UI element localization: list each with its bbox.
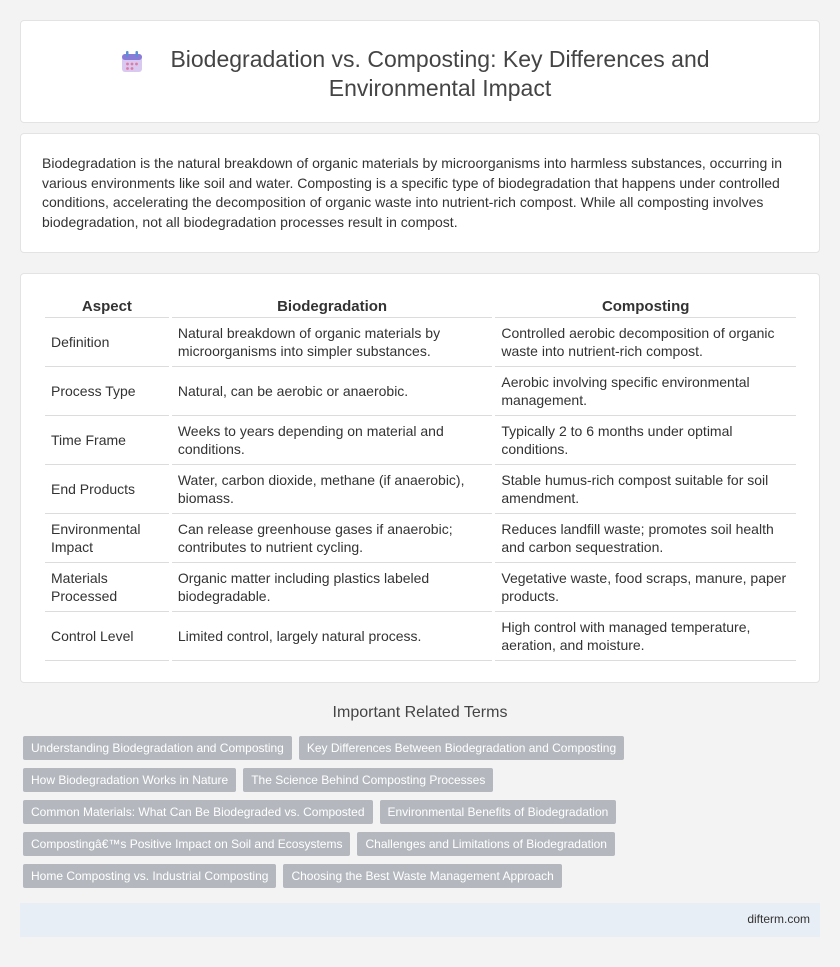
- cell-composting: High control with managed temperature, aeration, and moisture.: [495, 612, 796, 661]
- related-term-tag[interactable]: Understanding Biodegradation and Composting: [23, 736, 292, 760]
- header-aspect: Aspect: [45, 296, 169, 318]
- header-biodegradation: Biodegradation: [172, 296, 493, 318]
- table-row: [45, 612, 796, 661]
- footer-site-link[interactable]: difterm.com: [747, 912, 810, 926]
- cell-aspect: Control Level: [45, 612, 169, 661]
- page-title: Biodegradation vs. Composting: Key Differences and Environmental Impact: [170, 46, 710, 101]
- cell-aspect: Process Type: [45, 367, 169, 416]
- related-term-tag[interactable]: Challenges and Limitations of Biodegradation: [357, 832, 615, 856]
- related-terms-title: Important Related Terms: [332, 704, 508, 721]
- related-term-tag[interactable]: Environmental Benefits of Biodegradation: [380, 800, 617, 824]
- intro-paragraph: Biodegradation is the natural breakdown of organic materials by microorganisms into harmless substances, occurring in various environments like soil and water. Composting is a specific type of biodegradation that happens under controlled conditions, accelerating the decomposition of organic waste into nutrient-rich compost. While all composting involves biodegradation, not all biodegradation processes result in compost.: [42, 155, 783, 230]
- table-row: [45, 416, 796, 465]
- related-term-tag[interactable]: Common Materials: What Can Be Biodegraded vs. Composted: [23, 800, 373, 824]
- related-term-tag[interactable]: The Science Behind Composting Processes: [243, 768, 493, 792]
- related-term-tag[interactable]: How Biodegradation Works in Nature: [23, 768, 236, 792]
- cell-biodegradation: Weeks to years depending on material and conditions.: [172, 416, 493, 465]
- related-term-tag[interactable]: Choosing the Best Waste Management Approach: [283, 864, 561, 888]
- related-terms-list: [23, 736, 803, 896]
- cell-composting: Reduces landfill waste; promotes soil health and carbon sequestration.: [495, 514, 796, 563]
- cell-aspect: Materials Processed: [45, 563, 169, 612]
- cell-aspect: Time Frame: [45, 416, 169, 465]
- tag-row: [23, 736, 803, 760]
- table-row: [45, 563, 796, 612]
- cell-composting: Stable humus-rich compost suitable for soil amendment.: [495, 465, 796, 514]
- comparison-table: [42, 296, 799, 661]
- related-term-tag[interactable]: Compostingâ€™s Positive Impact on Soil and Ecosystems: [23, 832, 350, 856]
- tag-row: [23, 864, 803, 888]
- header-card: [20, 20, 820, 123]
- table-row: [45, 514, 796, 563]
- cell-composting: Controlled aerobic decomposition of organic waste into nutrient-rich compost.: [495, 318, 796, 367]
- table-row: [45, 318, 796, 367]
- table-header-row: [45, 296, 796, 318]
- tag-row: [23, 832, 803, 856]
- table-row: [45, 367, 796, 416]
- cell-aspect: End Products: [45, 465, 169, 514]
- cell-biodegradation: Limited control, largely natural process.: [172, 612, 493, 661]
- comparison-table-card: [20, 273, 820, 683]
- cell-biodegradation: Natural breakdown of organic materials by microorganisms into simpler substances.: [172, 318, 493, 367]
- related-term-tag[interactable]: Key Differences Between Biodegradation and Composting: [299, 736, 624, 760]
- tag-row: [23, 800, 803, 824]
- related-term-tag[interactable]: Home Composting vs. Industrial Composting: [23, 864, 276, 888]
- tag-row: [23, 768, 803, 792]
- cell-biodegradation: Water, carbon dioxide, methane (if anaerobic), biomass.: [172, 465, 493, 514]
- cell-biodegradation: Natural, can be aerobic or anaerobic.: [172, 367, 493, 416]
- cell-biodegradation: Can release greenhouse gases if anaerobic; contributes to nutrient cycling.: [172, 514, 493, 563]
- cell-composting: Aerobic involving specific environmental management.: [495, 367, 796, 416]
- intro-card: [20, 133, 820, 253]
- cell-composting: Vegetative waste, food scraps, manure, paper products.: [495, 563, 796, 612]
- cell-aspect: Environmental Impact: [45, 514, 169, 563]
- cell-composting: Typically 2 to 6 months under optimal conditions.: [495, 416, 796, 465]
- table-row: [45, 465, 796, 514]
- footer: [20, 903, 820, 937]
- header-composting: Composting: [495, 296, 796, 318]
- cell-biodegradation: Organic matter including plastics labeled biodegradable.: [172, 563, 493, 612]
- cell-aspect: Definition: [45, 318, 169, 367]
